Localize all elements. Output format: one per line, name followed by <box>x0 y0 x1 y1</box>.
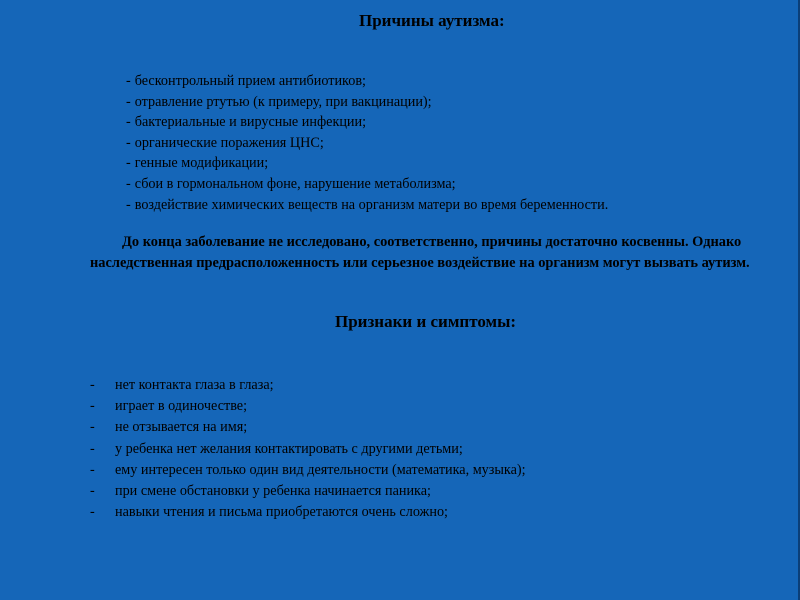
symptoms-list <box>90 375 526 523</box>
list-item <box>126 92 608 113</box>
bullet-dash: - <box>90 377 95 393</box>
symptom-text: играет в одиночестве; <box>115 398 248 415</box>
symptoms-title: Признаки и симптомы: <box>335 312 517 331</box>
list-item <box>90 460 526 481</box>
cause-text: сбои в гормональном фоне, нарушение метаболизма; <box>134 175 456 192</box>
symptom-text: у ребенка нет желания контактировать с другими детьми; <box>115 440 463 457</box>
cause-text: генные модификации; <box>134 155 269 172</box>
conclusion-text: До конца заболевание не исследовано, соответственно, причины достаточно косвенны. Однако наследственная предрасположенность или серьезное воздействие на организм могут вызвать аутизм. <box>90 234 750 271</box>
list-item <box>90 396 526 417</box>
symptom-text: ему интересен только один вид деятельности (математика, музыка); <box>115 461 526 478</box>
bullet-dash: - <box>90 461 95 478</box>
list-item <box>126 133 608 154</box>
list-item <box>126 195 608 216</box>
bullet-dash: - <box>126 73 131 89</box>
bullet-dash: - <box>126 155 131 172</box>
causes-title: Причины аутизма: <box>359 11 505 30</box>
list-item <box>126 71 608 92</box>
symptom-text: при смене обстановки у ребенка начинается паника; <box>115 483 431 500</box>
symptom-text: не отзывается на имя; <box>115 419 248 436</box>
bullet-dash: - <box>90 419 95 436</box>
bullet-dash: - <box>126 114 131 131</box>
list-item <box>126 174 608 195</box>
bullet-dash: - <box>90 504 95 521</box>
list-item <box>90 481 526 502</box>
cause-text: отравление ртутью (к примеру, при вакцинации); <box>134 93 432 110</box>
bullet-dash: - <box>90 440 95 457</box>
bullet-dash: - <box>126 175 131 192</box>
list-item <box>90 417 526 438</box>
cause-text: воздействие химических веществ на организм матери во время беременности. <box>134 196 609 213</box>
causes-list <box>126 71 608 215</box>
cause-text: бактериальные и вирусные инфекции; <box>134 114 367 131</box>
bullet-dash: - <box>126 134 131 151</box>
bullet-dash: - <box>126 93 131 110</box>
cause-text: бесконтрольный прием антибиотиков; <box>134 73 366 89</box>
bullet-dash: - <box>126 196 131 213</box>
cause-text: органические поражения ЦНС; <box>134 134 324 151</box>
list-item <box>90 375 526 396</box>
conclusion-paragraph <box>90 232 750 274</box>
bullet-dash: - <box>90 398 95 415</box>
list-item <box>90 502 526 523</box>
list-item <box>90 439 526 460</box>
symptom-text: нет контакта глаза в глаза; <box>115 377 274 393</box>
list-item <box>126 153 608 174</box>
bullet-dash: - <box>90 483 95 500</box>
list-item <box>126 112 608 133</box>
symptom-text: навыки чтения и письма приобретаются очень сложно; <box>115 504 448 521</box>
